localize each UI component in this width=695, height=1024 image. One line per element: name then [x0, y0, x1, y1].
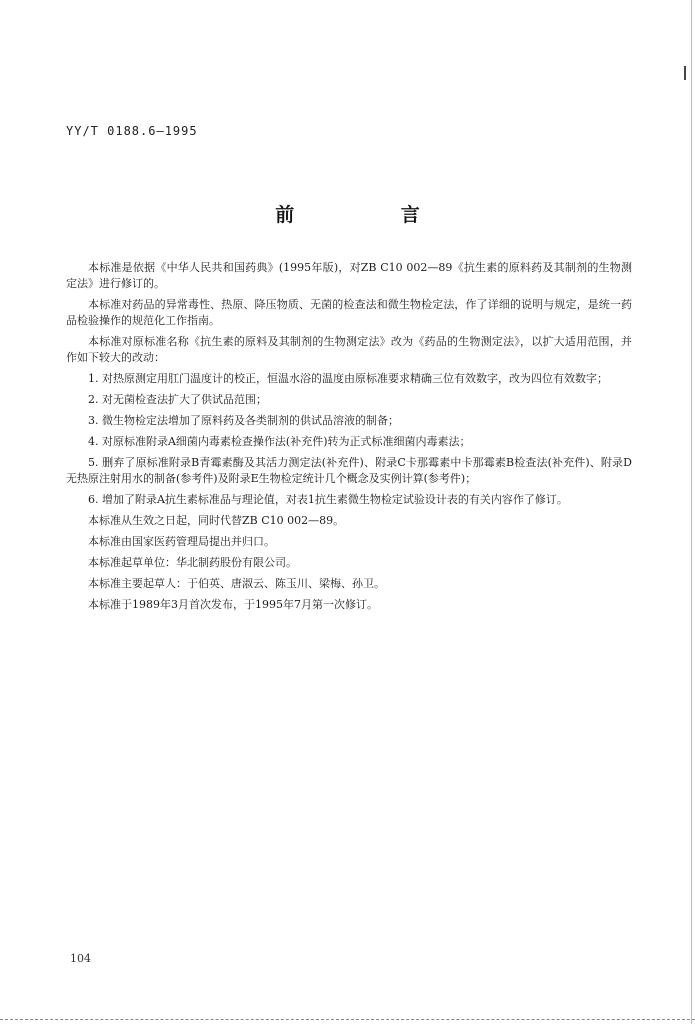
change-item-5: 5. 删弃了原标准附录B青霉素酶及其活力测定法(补充件)、附录C卡那霉素中卡那霉素B检查法(补充件)、附录D无热原注射用水的制备(参考件)及附录E生物检定统计几个概念及实例计算(参考件)； [66, 456, 632, 485]
paragraph-drafters: 本标准主要起草人：于伯英、唐淑云、陈玉川、梁梅、孙卫。 [88, 577, 385, 590]
scan-edge-mark [684, 66, 686, 80]
paragraph-history: 本标准于1989年3月首次发布，于1995年7月第一次修订。 [88, 598, 378, 611]
change-item-1: 1. 对热原测定用肛门温度计的校正，恒温水浴的温度由原标准要求精确三位有效数字，改为四位有效数字； [88, 372, 608, 385]
paragraph-scope: 本标准对药品的异常毒性、热原、降压物质、无菌的检查法和微生物检定法，作了详细的说明与规定，是统一药品检验操作的规范化工作指南。 [66, 298, 632, 327]
paragraph-basis: 本标准是依据《中华人民共和国药典》(1995年版)，对ZB C10 002—89《抗生素的原料药及其制剂的生物测定法》进行修订的。 [66, 261, 632, 290]
change-item-6: 6. 增加了附录A抗生素标准品与理论值，对表1抗生素微生物检定试验设计表的有关内容作了修订。 [88, 493, 568, 506]
standard-code: YY/T 0188.6—1995 [66, 124, 198, 138]
change-item-2: 2. 对无菌检查法扩大了供试品范围； [88, 393, 267, 406]
scan-edge-line [691, 0, 692, 1024]
change-item-3: 3. 微生物检定法增加了原料药及各类制剂的供试品溶液的制备； [88, 414, 399, 427]
page-title: 前 言 [275, 204, 470, 226]
paragraph-rename: 本标准对原标准名称《抗生素的原料及其制剂的生物测定法》改为《药品的生物测定法》，以扩大适用范围，并作如下较大的改动： [66, 335, 632, 364]
foreword-body [66, 260, 632, 618]
paragraph-replaces: 本标准从生效之日起，同时代替ZB C10 002—89。 [88, 514, 345, 527]
paragraph-proposer: 本标准由国家医药管理局提出并归口。 [88, 535, 275, 548]
paragraph-drafting-unit: 本标准起草单位：华北制药股份有限公司。 [88, 556, 297, 569]
change-item-4: 4. 对原标准附录A细菌内毒素检查操作法(补充件)转为正式标准细菌内毒素法； [88, 435, 471, 448]
page-number: 104 [70, 952, 91, 965]
scan-bottom-edge [0, 1019, 695, 1020]
